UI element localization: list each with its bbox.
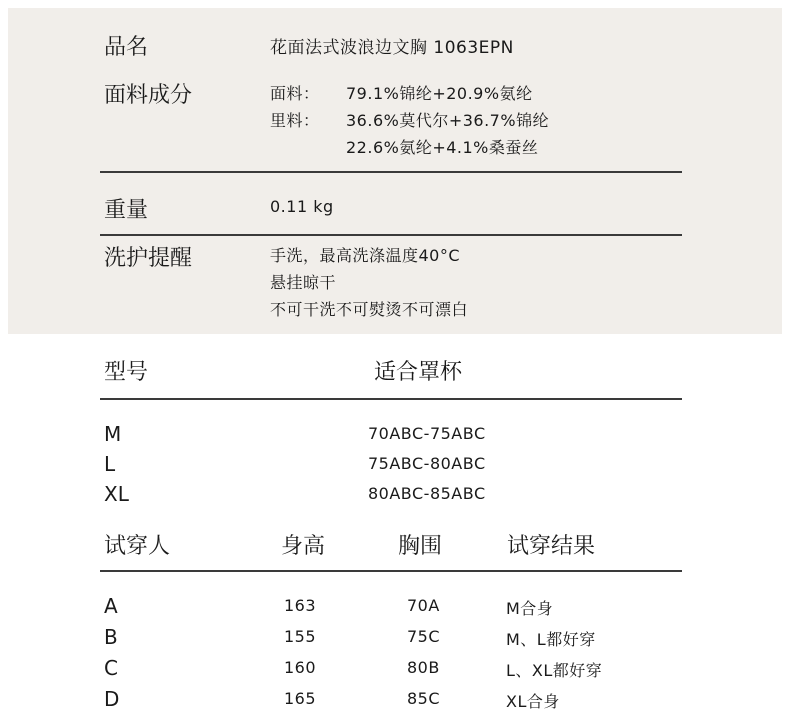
- size-label: XL: [104, 482, 129, 506]
- result-cell: M合身: [506, 599, 554, 618]
- person-column-header: 试穿人: [104, 534, 171, 559]
- fabric-outer-value: 79.1%锦纶+20.9%氨纶: [346, 84, 533, 103]
- divider: [100, 171, 682, 173]
- fabric-lining-value: 36.6%莫代尔+36.7%锦纶: [346, 111, 550, 130]
- result-column-header: 试穿结果: [507, 534, 596, 559]
- result-cell: M、L都好穿: [506, 630, 596, 649]
- size-label: L: [104, 452, 116, 476]
- cup-range: 75ABC-80ABC: [368, 454, 486, 473]
- size-column-header: 型号: [104, 360, 149, 385]
- divider: [100, 570, 682, 572]
- fabric-lining-value-cont: 22.6%氨纶+4.1%桑蚕丝: [346, 138, 539, 157]
- fabric-lining-label: 里料：: [270, 111, 320, 130]
- height-cell: 163: [284, 596, 317, 615]
- bust-cell: 85C: [407, 689, 441, 708]
- weight-value: 0.11 kg: [270, 197, 334, 216]
- table-row: [104, 594, 684, 624]
- table-row: [104, 625, 684, 655]
- divider: [100, 398, 682, 400]
- divider: [100, 234, 682, 236]
- product-name-value: 花面法式波浪边文胸 1063EPN: [270, 38, 514, 58]
- bust-cell: 75C: [407, 627, 441, 646]
- table-row: [104, 656, 684, 686]
- weight-label: 重量: [104, 198, 149, 223]
- cup-column-header: 适合罩杯: [374, 360, 463, 385]
- care-line: 不可干洗不可熨烫不可漂白: [270, 300, 469, 319]
- person-cell: B: [104, 625, 119, 649]
- size-row: [104, 422, 684, 452]
- height-cell: 155: [284, 627, 317, 646]
- care-line: 悬挂晾干: [270, 273, 337, 292]
- care-line: 手洗，最高洗涤温度40°C: [270, 246, 461, 265]
- bust-column-header: 胸围: [398, 534, 443, 559]
- bust-cell: 70A: [407, 596, 440, 615]
- product-name-label: 品名: [104, 35, 149, 60]
- height-cell: 160: [284, 658, 317, 677]
- fabric-composition-label: 面料成分: [104, 83, 193, 108]
- result-cell: L、XL都好穿: [506, 661, 603, 680]
- height-column-header: 身高: [281, 534, 326, 559]
- table-row: [104, 687, 684, 717]
- bust-cell: 80B: [407, 658, 440, 677]
- size-row: [104, 482, 684, 512]
- size-row: [104, 452, 684, 482]
- person-cell: D: [104, 687, 120, 711]
- care-label: 洗护提醒: [104, 246, 193, 271]
- fabric-outer-label: 面料：: [270, 84, 320, 103]
- result-cell: XL合身: [506, 692, 560, 711]
- cup-range: 80ABC-85ABC: [368, 484, 486, 503]
- size-label: M: [104, 422, 122, 446]
- person-cell: C: [104, 656, 119, 680]
- cup-range: 70ABC-75ABC: [368, 424, 486, 443]
- height-cell: 165: [284, 689, 317, 708]
- person-cell: A: [104, 594, 119, 618]
